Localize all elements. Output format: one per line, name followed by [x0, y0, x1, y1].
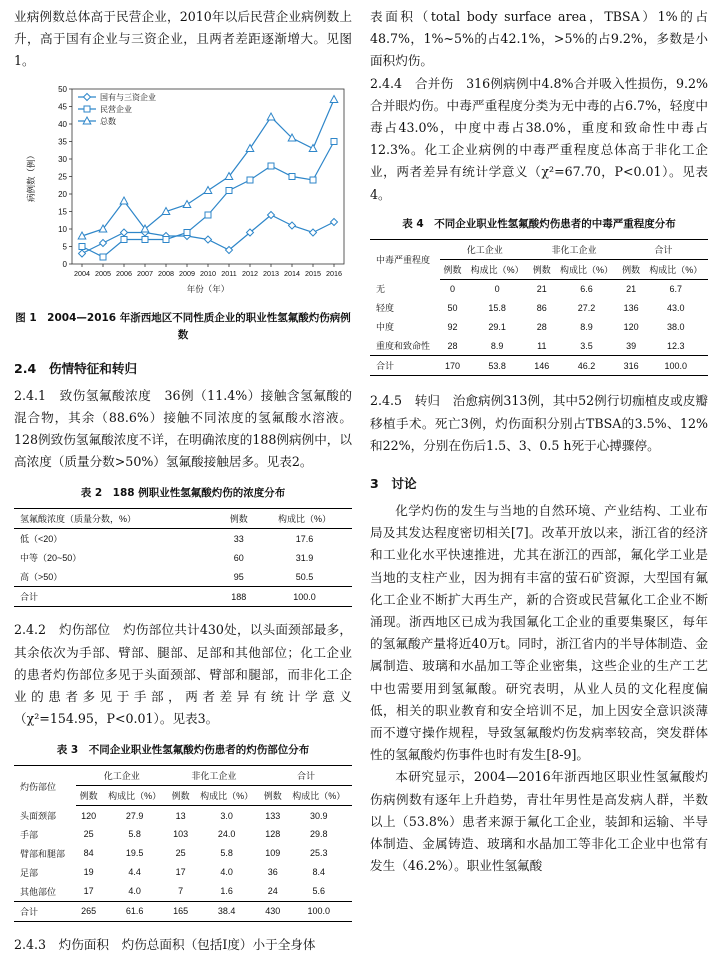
- t2-cell: 188: [220, 587, 257, 607]
- t3-sub-count: 例数: [260, 786, 286, 806]
- legend-label: 总数: [100, 116, 116, 126]
- data-point: [204, 186, 212, 193]
- y-tick-label: 25: [58, 172, 67, 182]
- table4-cell: 28: [536, 321, 547, 332]
- table-row: [370, 298, 708, 317]
- table4-cell: 43.0: [667, 302, 685, 313]
- paragraph-discussion-2: 本研究显示，2004—2016年浙西地区职业性氢氟酸灼伤病例数有逐年上升趋势，青壮年男性是高发病人群，半数以上（53.8%）患者来源于氟化工企业，装卸和运输、半导体制造、金属铸造、玻璃和水晶加工等非化工企业中也常有发生（46.2%）。职业性氢氟酸: [370, 769, 708, 874]
- t3-sub-count: 例数: [168, 786, 194, 806]
- table-total-row: [14, 587, 352, 607]
- x-tick-label: 2010: [200, 268, 216, 278]
- table4-cell: 8.9: [490, 340, 504, 351]
- line-chart-svg: [14, 79, 352, 304]
- paragraph-2-4-1: 2.4.1 致伤氢氟酸浓度 36例（11.4%）接触含氢氟酸的混合物，其余（88.6%）接触不同浓度的氢氟酸水溶液。128例致伤氢氟酸浓度不详，在明确浓度的188例病例中，以高浓度（质量分数>50%）氢氟酸接触居多。见表2。: [14, 387, 352, 470]
- table-row: [14, 844, 352, 863]
- table3-cell: 24.0: [217, 829, 236, 840]
- left-column: [14, 6, 352, 956]
- table3-cell: 27.9: [125, 810, 144, 821]
- section-heading-3: 3 讨论: [370, 475, 417, 491]
- table4-cell: 27.2: [577, 302, 596, 313]
- table3-cell: 25: [83, 829, 94, 840]
- data-point: [183, 200, 191, 207]
- t2-cell: 100.0: [257, 587, 352, 607]
- y-tick-label: 10: [58, 224, 67, 234]
- table4-cell: 8.9: [580, 321, 593, 332]
- paragraph-2-4-4: 2.4.4 合并伤 316例病例中4.8%合并吸入性损伤，9.2%合并眼灼伤。中毒严重程度分类为无中毒的占6.7%，轻度中毒占43.0%，中度中毒占38.0%，重度和致命性中毒占12.3%。化工企业病例的中毒严重程度总体高于非化工企业，两者差异有统计学意义（χ²=67.70，P<0.01）。见表4。: [370, 75, 708, 202]
- t3-sub-ratio: 构成比（%）: [193, 786, 259, 806]
- table-row: [370, 336, 708, 356]
- data-point: [184, 229, 190, 235]
- data-point: [247, 177, 253, 183]
- table4-cell: 6.6: [580, 284, 593, 295]
- table4-cell: 21: [626, 284, 637, 295]
- data-point: [79, 243, 85, 249]
- y-tick-label: 35: [58, 137, 67, 147]
- table4-cell: 无: [376, 284, 386, 295]
- t3-group-chem: 化工企业: [76, 766, 168, 786]
- data-point: [79, 250, 86, 257]
- table4-cell: 39: [626, 340, 637, 351]
- t2-cell: 低（<20）: [20, 534, 63, 545]
- figure1-caption: 图 1 2004—2016 年浙西地区不同性质企业的职业性氢氟酸灼伤病例数: [15, 311, 351, 341]
- table4: [370, 239, 708, 377]
- t4-sub-count: 例数: [440, 259, 465, 279]
- table-total-row: [14, 901, 352, 921]
- table3-cell: 5.6: [312, 886, 326, 897]
- table3-cell: 7: [178, 886, 184, 897]
- table4-cell: 53.8: [465, 356, 529, 376]
- table3-cell: 足部: [20, 867, 39, 878]
- x-tick-label: 2013: [263, 268, 279, 278]
- table4-cell: 136: [623, 302, 639, 313]
- data-point: [309, 144, 317, 151]
- t2-header-count: 例数: [220, 509, 257, 529]
- table3-cell: 24: [267, 886, 278, 897]
- table-row: [14, 529, 352, 549]
- data-point: [100, 254, 106, 260]
- table3-cell: 1.6: [220, 886, 233, 897]
- table4-cell: 50: [447, 302, 458, 313]
- y-axis-label: 病例数（例）: [27, 150, 37, 202]
- paragraph-discussion-1: 化学灼伤的发生与当地的自然环境、产业结构、工业布局及其发达程度密切相关[7]。改革开放以来，浙江省的经济和工业化水平快速推进，尤其在浙江的西部，氟化学工业是当地的支柱产业，因为拥有丰富的萤石矿资源，大型国有氟化工企业不断扩大再生产，新的合资或民营氟化工企业不断涌现。浙西地区已成为我国氟化工企业的重要集聚区，每年的氢氟酸产量将近40万t。同时，浙江省内的半导体制造、金属制造、玻璃和水晶加工等企业密集，这些企业的生产工艺中也需要用到氢氟酸。研究表明，从业人员的文化程度偏低，相关的职业教育和安全培训不足，加上因安全意识淡薄而不遵守操作规程，导致氢氟酸灼伤发病率较高，突发群体性的氢氟酸灼伤事件也时有发生[8-9]。: [370, 502, 708, 763]
- table3-cell: 17: [83, 886, 94, 897]
- table3-cell: 4.4: [128, 867, 141, 878]
- table3-cell: 109: [265, 848, 281, 859]
- table3-cell: 265: [76, 901, 102, 921]
- table4-cell: 86: [536, 302, 547, 313]
- t4-sub-count: 例数: [529, 259, 554, 279]
- y-tick-label: 0: [62, 259, 67, 269]
- table4-cell: 46.2: [554, 356, 618, 376]
- table4-cell: 6.7: [669, 284, 683, 295]
- table4-cell: 12.3: [667, 340, 685, 351]
- t3-group-total: 合计: [260, 766, 352, 786]
- data-point: [330, 95, 338, 102]
- table3-cell: 13: [175, 810, 186, 821]
- t2-cell: 50.5: [295, 571, 314, 582]
- y-tick-label: 45: [58, 102, 67, 112]
- table4-cell: 28: [447, 340, 458, 351]
- data-point: [268, 163, 274, 169]
- table-row: [14, 882, 352, 902]
- data-point: [289, 173, 295, 179]
- table3-cell: 8.4: [312, 867, 326, 878]
- table3-cell: 合计: [14, 901, 76, 921]
- t2-cell: 33: [233, 533, 244, 544]
- t2-header-ratio: 构成比（%）: [257, 509, 352, 529]
- table3-cell: 5.8: [220, 848, 233, 859]
- x-tick-label: 2005: [95, 268, 111, 278]
- t3-sub-ratio: 构成比（%）: [101, 786, 167, 806]
- data-point: [142, 236, 148, 242]
- table4-caption: 表 4 不同企业职业性氢氟酸灼伤患者的中毒严重程度分布: [402, 217, 676, 230]
- t2-header-concentration: 氢氟酸浓度（质量分数，%）: [14, 509, 220, 529]
- table3-cell: 25: [175, 848, 186, 859]
- table2: [14, 508, 352, 607]
- data-point: [163, 236, 169, 242]
- y-tick-label: 50: [58, 84, 67, 94]
- paragraph-area: 表面积（total body surface area，TBSA）1%的占48.7%，1%~5%的占42.1%，>5%的占9.2%，多数是小面积灼伤。: [370, 9, 708, 69]
- table3-cell: 30.9: [310, 810, 328, 821]
- legend-marker: [84, 93, 91, 100]
- t2-cell: 高（>50）: [20, 572, 63, 583]
- table4-cell: 合计: [370, 356, 440, 376]
- table3-cell: 17: [175, 867, 186, 878]
- legend-marker: [84, 106, 90, 112]
- x-tick-label: 2004: [74, 268, 90, 278]
- table4-cell: 170: [440, 356, 465, 376]
- x-tick-label: 2011: [221, 268, 237, 278]
- table4-cell: 11: [537, 340, 547, 351]
- table3-cell: 3.0: [220, 810, 233, 821]
- series-line-0: [82, 215, 334, 254]
- table-total-row: [370, 356, 708, 376]
- paragraph-2-4-3: 2.4.3 灼伤面积 灼伤总面积（包括Ⅰ度）小于全身体: [14, 936, 316, 952]
- table-row: [14, 548, 352, 567]
- t2-cell: 17.6: [295, 533, 314, 544]
- table3-cell: 84: [83, 848, 94, 859]
- table4-cell: 重度和致命性: [376, 341, 431, 352]
- table4-cell: 38.0: [667, 321, 685, 332]
- table3: [14, 765, 352, 922]
- t4-stub-header: 中毒严重程度: [376, 255, 431, 266]
- table4-cell: 轻度: [376, 303, 395, 314]
- x-tick-label: 2007: [137, 268, 153, 278]
- table4-cell: 15.8: [488, 302, 506, 313]
- table4-cell: 中度: [376, 322, 395, 333]
- y-tick-label: 15: [58, 207, 67, 217]
- t2-cell: 中等（20~50）: [20, 553, 82, 564]
- table3-cell: 36: [267, 867, 278, 878]
- table3-cell: 133: [265, 810, 281, 821]
- t4-sub-ratio: 构成比（%）: [554, 259, 618, 279]
- x-tick-label: 2009: [179, 268, 195, 278]
- table3-cell: 61.6: [101, 901, 167, 921]
- x-tick-label: 2015: [305, 268, 321, 278]
- legend-label: 民营企业: [100, 104, 132, 114]
- table4-cell: 316: [619, 356, 644, 376]
- data-point: [121, 236, 127, 242]
- table3-cell: 165: [168, 901, 194, 921]
- table4-cell: 29.1: [488, 321, 506, 332]
- data-point: [331, 218, 338, 225]
- table3-cell: 29.8: [310, 829, 328, 840]
- t4-group-total: 合计: [619, 239, 708, 259]
- data-point: [310, 177, 316, 183]
- table-row: [370, 317, 708, 336]
- x-tick-label: 2012: [242, 268, 258, 278]
- data-point: [205, 212, 211, 218]
- table3-cell: 头面颈部: [20, 810, 57, 821]
- table-row: [14, 825, 352, 844]
- table3-cell: 4.0: [220, 867, 233, 878]
- table-row: [14, 806, 352, 825]
- table3-cell: 4.0: [128, 886, 141, 897]
- t3-group-nonchem: 非化工企业: [168, 766, 260, 786]
- table3-cell: 100.0: [286, 901, 352, 921]
- table3-caption: 表 3 不同企业职业性氢氟酸灼伤患者的灼伤部位分布: [56, 744, 310, 757]
- section-heading-2-4: 2.4 伤情特征和转归: [14, 360, 138, 376]
- figure1-chart: [14, 79, 352, 304]
- table4-cell: 100.0: [644, 356, 708, 376]
- t4-sub-ratio: 构成比（%）: [465, 259, 529, 279]
- table4-cell: 21: [536, 284, 547, 295]
- t3-sub-ratio: 构成比（%）: [286, 786, 352, 806]
- table3-cell: 430: [260, 901, 286, 921]
- paragraph-2-4-2: 2.4.2 灼伤部位 灼伤部位共计430处，以头面颈部最多，其余依次为手部、臂部、腿部、足部和其他部位；化工企业的患者灼伤部位多见于头面颈部、臂部和腿部，而非化工企业的患者多见于手部，两者差异有统计学意义（χ²=154.95，P<0.01）。见表3。: [14, 622, 352, 727]
- data-point: [289, 222, 296, 229]
- table3-cell: 103: [173, 829, 189, 840]
- table3-cell: 120: [81, 810, 97, 821]
- t4-sub-count: 例数: [619, 259, 644, 279]
- data-point: [205, 236, 212, 243]
- table3-cell: 臂部和腿部: [20, 848, 66, 859]
- x-tick-label: 2014: [284, 268, 300, 278]
- data-point: [310, 229, 317, 236]
- t4-sub-ratio: 构成比（%）: [644, 259, 708, 279]
- data-point: [267, 113, 275, 120]
- table4-cell: 92: [447, 321, 458, 332]
- table-row: [14, 567, 352, 587]
- table4-cell: 0: [494, 284, 500, 295]
- paragraph-2-4-5: 2.4.5 转归 治愈病例313例，其中52例行切痂植皮或皮瓣移植手术。死亡3例，灼伤面积分别占TBSA的3.5%、12%和22%，分别在伤后1.5、3、0.5 h死于心搏骤停。: [370, 393, 708, 453]
- table3-cell: 25.3: [310, 848, 328, 859]
- table-row: [14, 863, 352, 882]
- y-tick-label: 5: [62, 242, 67, 252]
- t2-cell: 95: [233, 571, 244, 582]
- table4-cell: 0: [450, 284, 456, 295]
- t3-stub-header: 灼伤部位: [20, 781, 57, 792]
- table4-cell: 3.5: [580, 340, 593, 351]
- table4-cell: 146: [529, 356, 554, 376]
- table-row: [370, 279, 708, 298]
- y-tick-label: 20: [58, 189, 67, 199]
- t3-sub-count: 例数: [76, 786, 102, 806]
- table3-cell: 19: [83, 867, 94, 878]
- table3-cell: 19.5: [125, 848, 144, 859]
- data-point: [331, 138, 337, 144]
- x-tick-label: 2016: [326, 268, 342, 278]
- legend-label: 国有与三资企业: [100, 92, 156, 102]
- x-tick-label: 2006: [116, 268, 132, 278]
- y-tick-label: 40: [58, 119, 67, 129]
- data-point: [100, 239, 107, 246]
- t2-cell: 31.9: [295, 552, 314, 563]
- x-tick-label: 2008: [158, 268, 174, 278]
- t4-group-nonchem: 非化工企业: [529, 239, 618, 259]
- table3-cell: 128: [265, 829, 281, 840]
- t2-cell: 合计: [14, 587, 220, 607]
- table3-cell: 手部: [20, 829, 39, 840]
- data-point: [120, 197, 128, 204]
- y-tick-label: 30: [58, 154, 67, 164]
- table2-caption: 表 2 188 例职业性氢氟酸灼伤的浓度分布: [80, 487, 286, 500]
- x-axis-label: 年份（年）: [186, 284, 230, 295]
- table3-cell: 38.4: [193, 901, 259, 921]
- t4-group-chem: 化工企业: [440, 239, 529, 259]
- right-column: [370, 6, 708, 877]
- paragraph-intro: 业病例数总体高于民营企业，2010年以后民营企业病例数上升，高于国有企业与三资企业，且两者差距逐渐增大。见图1。: [14, 9, 352, 69]
- data-point: [121, 229, 128, 236]
- table3-cell: 5.8: [128, 829, 141, 840]
- table4-cell: 120: [623, 321, 639, 332]
- table3-cell: 其他部位: [20, 886, 57, 897]
- data-point: [226, 187, 232, 193]
- t2-cell: 60: [233, 552, 244, 563]
